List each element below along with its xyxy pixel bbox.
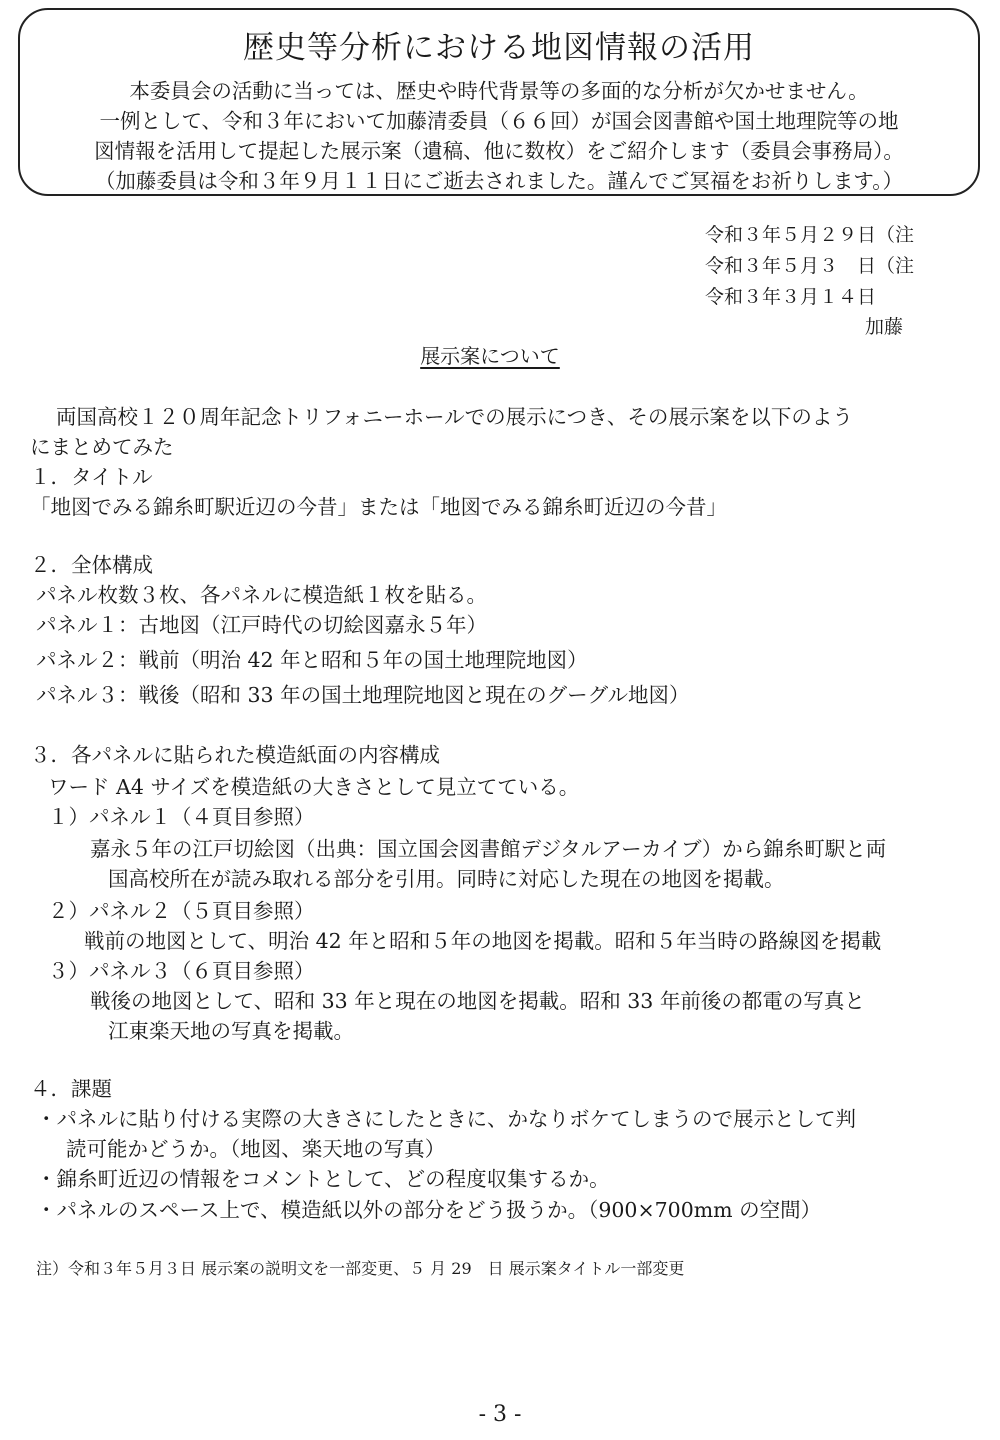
panel-line: パネル１：古地図（江戸時代の切絵図嘉永５年） [36,613,487,637]
body-line: 「地図でみる錦糸町駅近辺の今昔」または「地図でみる錦糸町近辺の今昔」 [30,495,727,519]
body-line: 江東楽天地の写真を掲載。 [108,1019,354,1043]
panel-line: パネル３：戦後（昭和 33 年の国土地理院地図と現在のグーグル地図） [36,683,690,707]
revision-date: 令和３年５月３ 日（注 [705,255,915,277]
body-line: 国高校所在が読み取れる部分を引用。同時に対応した現在の地図を掲載。 [108,867,785,891]
author-name: 加藤 [865,316,904,338]
footnote: 注）令和３年５月３日 展示案の説明文を一部変更、５ 月 29 日 展示案タイトル一部変更 [36,1259,685,1278]
sub-item: ２）パネル２（５頁目参照） [48,899,315,923]
notice-line: 一例として、令和３年において加藤清委員（６６回）が国会図書館や国土地理院等の地 [99,109,899,133]
body-line: 読可能かどうか。（地図、楽天地の写真） [66,1137,446,1161]
item-heading: ４．課題 [30,1077,112,1101]
item-heading: ３．各パネルに貼られた模造紙面の内容構成 [30,743,440,767]
body-line: ワード A4 サイズを模造紙の大きさとして見立てている。 [48,775,580,799]
section-heading: 展示案について [420,344,560,368]
body-line: 戦後の地図として、昭和 33 年と現在の地図を掲載。昭和 33 年前後の都電の写真と [90,989,865,1013]
notice-line: 図情報を活用して提起した展示案（遺稿、他に数枚）をご紹介します（委員会事務局）。 [94,139,904,163]
bullet-line: ・パネルに貼り付ける実際の大きさにしたときに、かなりボケてしまうので展示として判 [36,1107,856,1131]
body-line: パネル枚数３枚、各パネルに模造紙１枚を貼る。 [36,583,487,607]
revision-date: 令和３年５月２９日（注 [705,224,915,246]
original-date: 令和３年３月１４日 [705,286,877,308]
bullet-line: ・錦糸町近辺の情報をコメントとして、どの程度収集するか。 [36,1167,610,1191]
body-line: にまとめてみた [30,435,174,459]
notice-line: 本委員会の活動に当っては、歴史や時代背景等の多面的な分析が欠かせません。 [129,79,869,103]
bullet-line: ・パネルのスペース上で、模造紙以外の部分をどう扱うか。（900×700mm の空間） [36,1198,822,1222]
body-line: 戦前の地図として、明治 42 年と昭和５年の地図を掲載。昭和５年当時の路線図を掲載 [84,929,882,953]
panel-line: パネル２：戦前（明治 42 年と昭和５年の国土地理院地図） [36,648,588,672]
notice-box [18,8,980,196]
sub-item: ３）パネル３（６頁目参照） [48,959,315,983]
notice-line: （加藤委員は令和３年９月１１日にご逝去されました。謹んでご冥福をお祈りします。） [94,169,904,193]
page-number: - 3 - [478,1402,522,1427]
notice-title: 歴史等分析における地図情報の活用 [243,30,755,66]
body-line: 嘉永５年の江戸切絵図（出典：国立国会図書館デジタルアーカイブ）から錦糸町駅と両 [90,837,887,861]
item-heading: ２．全体構成 [30,553,153,577]
body-line: 両国高校１２０周年記念トリフォニーホールでの展示につき、その展示案を以下のよう [56,405,853,429]
sub-item: １）パネル１（４頁目参照） [48,805,315,829]
item-heading: １．タイトル [30,465,153,489]
